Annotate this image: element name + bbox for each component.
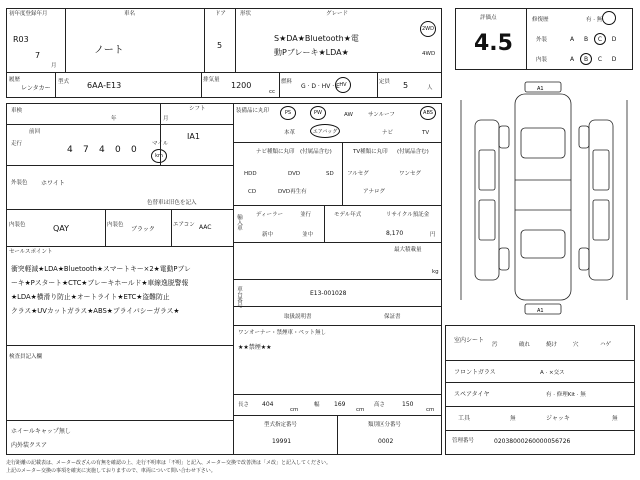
eq-abs: ABS bbox=[420, 106, 436, 120]
nav-dvdplay: DVD再生有 bbox=[278, 189, 307, 195]
height-unit: cm bbox=[426, 407, 435, 413]
drive-4wd: 4WD bbox=[422, 51, 436, 57]
grade-cell bbox=[235, 8, 442, 73]
history-label: 履歴 bbox=[9, 77, 21, 83]
doors-cell bbox=[204, 8, 236, 73]
cc-unit: cc bbox=[269, 89, 276, 95]
fuel-options: G · D · HV · E bbox=[301, 83, 340, 90]
recycle-label: リサイクル預託金 bbox=[386, 212, 430, 218]
footer-note-1: 走行距離の記載表は、メーター改ざんの有無を確認の上、走行不明車は「不明」と記入、メーター交換で改善済は「メ改」と記入してください。 bbox=[6, 460, 332, 466]
doors-value: 5 bbox=[217, 41, 223, 50]
maxload-unit: kg bbox=[432, 269, 439, 275]
nav-type-box bbox=[233, 142, 343, 206]
interior-row bbox=[6, 209, 234, 247]
glass-opts: A · ×交ス bbox=[540, 370, 565, 376]
owner-box bbox=[233, 325, 442, 395]
chassis-box bbox=[233, 279, 442, 307]
dealer-box bbox=[233, 205, 442, 243]
points-label: セールスポイント bbox=[9, 249, 53, 255]
bottom-note-2: 内外装クスア bbox=[11, 442, 47, 449]
interior-label: 内装 bbox=[536, 57, 548, 63]
height-label: 高さ bbox=[374, 402, 386, 408]
exterior-label: 外装 bbox=[536, 37, 548, 43]
diagram-label-a1: A1 bbox=[537, 86, 544, 92]
exterior-option: D bbox=[611, 35, 617, 43]
eq-aw: AW bbox=[344, 112, 353, 118]
color-cell bbox=[6, 165, 234, 210]
nav-hdd: HDD bbox=[244, 171, 257, 177]
warranty-label: 保証書 bbox=[384, 314, 401, 320]
model-value: 6AA-E13 bbox=[87, 81, 122, 90]
car-name-cell bbox=[65, 8, 205, 73]
shaken-label: 車検 bbox=[11, 108, 23, 114]
capacity-label: 定員 bbox=[379, 79, 391, 85]
point-line-1: 衝突軽減★LDA★Bluetooth★スマートキー×2★電動Pブレ bbox=[11, 265, 191, 273]
chassis-value: E13-001028 bbox=[310, 290, 347, 297]
tv-type-box bbox=[342, 142, 442, 206]
length-label: 長さ bbox=[238, 402, 250, 408]
interior-color: ブラック bbox=[131, 226, 155, 233]
km-circle: km bbox=[151, 149, 167, 163]
cc-label: 排気量 bbox=[203, 77, 220, 83]
first-reg-label: 初年度登録年月 bbox=[9, 11, 48, 17]
type-label: 輸入車 bbox=[236, 214, 242, 231]
eq-pw: PW bbox=[310, 106, 326, 120]
shift-label: シフト bbox=[189, 106, 206, 112]
notes-label: 検査員記入欄 bbox=[9, 354, 43, 360]
grade-label: グレード bbox=[326, 11, 349, 17]
interior-code: QAY bbox=[53, 224, 70, 233]
history-value: レンタカー bbox=[21, 85, 51, 92]
mgmt-label: 管理番号 bbox=[452, 438, 475, 444]
repair-none-circle bbox=[602, 11, 616, 25]
point-line-4: クラス★UVカットガラス★ABS★プライバシーガラス★ bbox=[11, 307, 180, 315]
doors-label: ドア bbox=[215, 11, 226, 17]
nav-sd: SD bbox=[326, 171, 334, 177]
sales-points bbox=[6, 246, 234, 346]
tv-fullseg: フルセグ bbox=[347, 171, 369, 177]
class-no-value: 0002 bbox=[378, 438, 394, 445]
shape-label: 形状 bbox=[240, 11, 252, 17]
mileage-digit: 7 bbox=[83, 145, 89, 155]
tv-oneseg: ワンセグ bbox=[399, 171, 422, 177]
bottom-note-1: ホイールキャップ無し bbox=[11, 428, 71, 435]
parallel-val: 並中 bbox=[302, 232, 314, 238]
mileage-sub: 前回 bbox=[29, 129, 41, 135]
seat-label: 室内シート bbox=[454, 337, 485, 344]
row2 bbox=[6, 72, 442, 98]
eq-tv: TV bbox=[422, 130, 430, 136]
model-no-box bbox=[233, 415, 338, 455]
reg-month: 7 bbox=[35, 51, 41, 60]
point-line-3: ★LDA★横滑り防止★オートライト★ETC★盗難防止 bbox=[11, 293, 170, 301]
class-no-box bbox=[337, 415, 442, 455]
shaken-month-unit: 月 bbox=[163, 116, 169, 122]
ac-label: エアコン bbox=[173, 222, 195, 228]
model-year-label: モデル年式 bbox=[334, 212, 362, 218]
exterior-option: A bbox=[569, 35, 575, 43]
month-unit: 月 bbox=[51, 63, 57, 69]
owner-label: ワンオーナー・禁煙車・ペット無し bbox=[238, 330, 327, 336]
car-name-label: 車名 bbox=[124, 11, 136, 17]
shaken-year-unit: 年 bbox=[111, 116, 117, 122]
mileage-label: 走行 bbox=[11, 141, 23, 147]
repair-opts: 有 · 無 bbox=[586, 17, 603, 23]
color-label: 外装色 bbox=[11, 180, 28, 186]
owner-stars: ★★禁煙★★ bbox=[238, 344, 272, 351]
score-box bbox=[455, 8, 633, 70]
seat-option: 汚 bbox=[492, 342, 498, 348]
shift-cell bbox=[160, 103, 234, 166]
drive-2wd-circle: 2WD bbox=[420, 21, 436, 37]
tools-label: 工具 bbox=[458, 415, 471, 422]
parallel-label: 並行 bbox=[300, 212, 312, 218]
fuel-hv-circle: HV bbox=[335, 77, 351, 93]
interior-option: B bbox=[580, 53, 592, 65]
mileage-digit: 0 bbox=[115, 145, 121, 155]
car-damage-diagram bbox=[455, 80, 633, 320]
jack-value: 無 bbox=[612, 416, 618, 422]
recycle-value: 8,170 bbox=[386, 230, 404, 237]
spare-label: スペアタイヤ bbox=[454, 391, 490, 398]
width-value: 169 bbox=[334, 401, 346, 408]
tv-title: TV種類に丸印 bbox=[353, 149, 388, 155]
equipment-title: 装備品に丸印 bbox=[236, 108, 270, 114]
jack-label: ジャッキ bbox=[546, 415, 570, 422]
color-change-note: 色替車は旧色を記入 bbox=[147, 200, 197, 206]
spare-opts: 有 · 修理Kit · 無 bbox=[546, 392, 586, 398]
exterior-option: B bbox=[583, 35, 589, 43]
eq-navi: ナビ bbox=[382, 130, 394, 136]
height-value: 150 bbox=[402, 401, 414, 408]
fuel-label: 燃料 bbox=[281, 79, 293, 85]
seat-option: 焼け bbox=[546, 342, 558, 348]
tv-note: (付属品含む) bbox=[397, 149, 429, 155]
point-line-2: ーキ★Pスタート★CTC★ブレーキホールド★車線逸脱警報 bbox=[11, 279, 189, 287]
first-reg-cell bbox=[6, 8, 66, 73]
interior-code-label: 内装色 bbox=[9, 222, 26, 228]
capacity-unit: 人 bbox=[427, 85, 433, 91]
length-value: 404 bbox=[262, 401, 274, 408]
interior-option: D bbox=[611, 55, 617, 63]
model-no-label: 型式指定番号 bbox=[264, 422, 298, 428]
grade-line2: 動Pブレーキ★LDA★ bbox=[274, 48, 349, 57]
nav-dvd: DVD bbox=[288, 171, 301, 177]
model-label: 型式 bbox=[58, 79, 70, 85]
mileage-digit: 4 bbox=[99, 145, 105, 155]
seat-option: 破れ bbox=[519, 342, 531, 348]
eq-leather: 本革 bbox=[284, 130, 296, 136]
interior-color-label: 内装色 bbox=[107, 222, 124, 228]
width-unit: cm bbox=[356, 407, 365, 413]
tv-analog: アナログ bbox=[363, 189, 386, 195]
cc-value: 1200 bbox=[231, 81, 252, 90]
eq-airbag: エアバッグ bbox=[310, 124, 340, 138]
tools-value: 無 bbox=[510, 416, 516, 422]
nav-note: (付属品含む) bbox=[300, 149, 332, 155]
interior-option: A bbox=[569, 55, 575, 63]
class-no-label: 類別区分番号 bbox=[368, 422, 402, 428]
length-unit: cm bbox=[290, 407, 299, 413]
inspector-notes bbox=[6, 345, 234, 455]
color-value: ホワイト bbox=[41, 180, 65, 187]
chassis-label: 車台番号 bbox=[236, 286, 242, 308]
diagram-label-a1-rear: A1 bbox=[537, 308, 544, 314]
equipment-box bbox=[233, 103, 442, 143]
shift-value: IA1 bbox=[187, 132, 200, 141]
ac-value: AAC bbox=[199, 224, 212, 231]
dealer-label: ディーラー bbox=[256, 212, 284, 218]
exterior-option: C bbox=[594, 33, 606, 45]
manual-label: 取扱説明書 bbox=[284, 314, 312, 320]
nav-title: ナビ種類に丸印 bbox=[256, 149, 295, 155]
interior-option: C bbox=[597, 55, 603, 63]
nav-cd: CD bbox=[248, 189, 257, 195]
reg-year: R03 bbox=[13, 35, 29, 44]
recycle-unit: 円 bbox=[430, 232, 436, 238]
maxload-box bbox=[233, 242, 442, 280]
footer-note-2: 上記のメーター交換の事項を確実に実施しておりますので、車両について問い合わせ下さい。 bbox=[6, 468, 216, 474]
mileage-unit-top: マイル bbox=[152, 141, 169, 147]
right-table bbox=[445, 325, 635, 455]
dims-box bbox=[233, 394, 442, 416]
glass-label: フロントガラス bbox=[454, 369, 496, 376]
seat-option: ハゲ bbox=[600, 342, 612, 348]
repair-label: 修復歴 bbox=[532, 17, 549, 23]
mileage-digit: 0 bbox=[131, 145, 137, 155]
eq-sunroof: サンルーフ bbox=[368, 112, 395, 118]
model-no-value: 19991 bbox=[272, 438, 292, 445]
score-label: 評価点 bbox=[480, 15, 497, 21]
dealer-val: 新中 bbox=[262, 232, 274, 238]
mgmt-value: 02038000260000056726 bbox=[494, 438, 571, 445]
seat-option: 穴 bbox=[573, 342, 579, 348]
capacity-value: 5 bbox=[403, 81, 409, 90]
mileage-digit: 4 bbox=[67, 145, 73, 155]
grade-line1: S★DA★Bluetooth★電 bbox=[274, 34, 359, 43]
maxload-label: 最大積載量 bbox=[394, 247, 422, 253]
width-label: 幅 bbox=[314, 402, 320, 408]
score-value: 4.5 bbox=[474, 31, 513, 56]
eq-ps: PS bbox=[280, 106, 296, 120]
manual-warranty bbox=[233, 306, 442, 326]
car-name: ノート bbox=[94, 45, 124, 56]
